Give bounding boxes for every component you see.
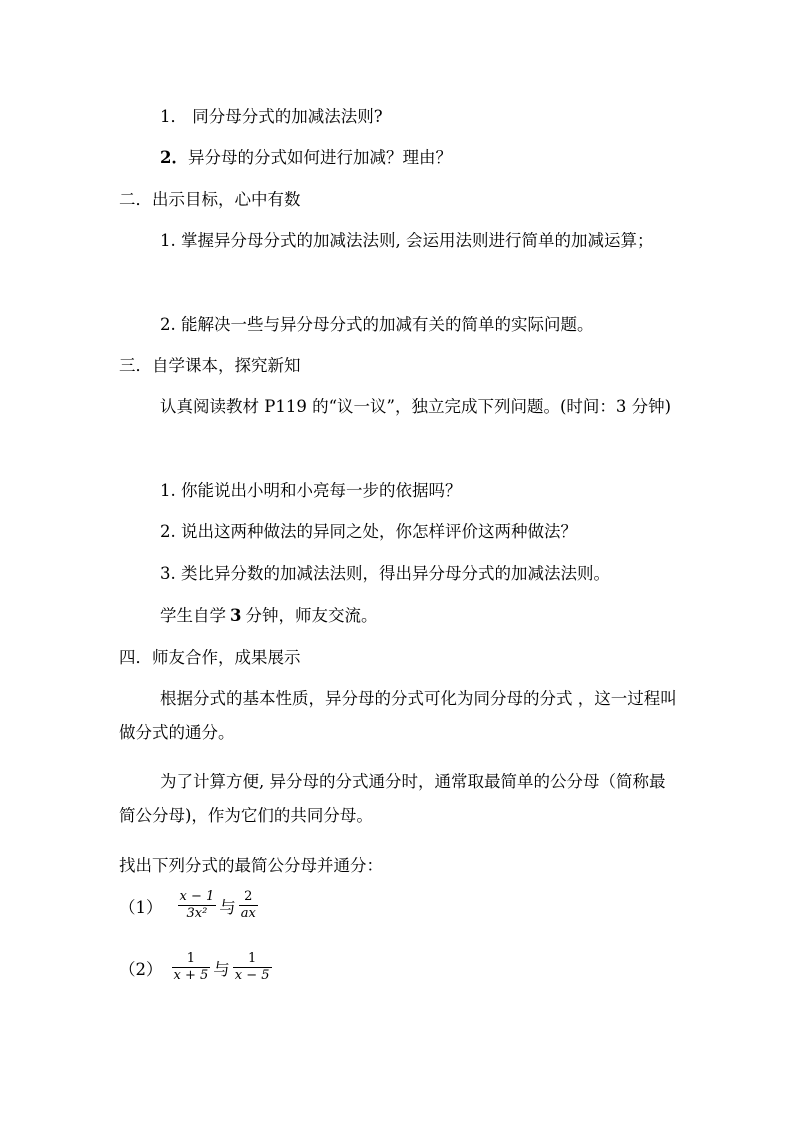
goal-1: 1. 掌握异分母分式的加减法法则, 会运用法则进行简单的加减运算； bbox=[160, 231, 654, 250]
review-question-1: 1． 同分母分式的加减法法则? bbox=[160, 107, 383, 126]
exercise-1-conjunction: 与 bbox=[219, 897, 236, 917]
exercise-1-fraction-b-denominator: ax bbox=[240, 906, 256, 921]
exercise-1-label: （1） bbox=[119, 897, 163, 917]
exercise-2-fraction-b-denominator: x − 5 bbox=[234, 968, 270, 983]
self-study-note bbox=[160, 606, 377, 626]
exercise-1-fraction-a bbox=[178, 889, 217, 922]
review-question-2-text: 异分母的分式如何进行加减？理由？ bbox=[187, 148, 452, 167]
exercise-1-fraction-b bbox=[239, 889, 258, 922]
exercise-2-fraction-b bbox=[233, 951, 272, 984]
goal-2: 2. 能解决一些与异分母分式的加减有关的简单的实际问题。 bbox=[160, 315, 594, 334]
review-question-2 bbox=[160, 148, 452, 168]
exercise-2-label: （2） bbox=[119, 959, 163, 979]
exercise-1-fraction-a-denominator: 3x² bbox=[186, 906, 208, 921]
common-denominator-definition: 根据分式的基本性质，异分母的分式可化为同分母的分式 ，这一过程叫做分式的通分。 bbox=[119, 689, 677, 742]
exercise-2-fraction-b-numerator: 1 bbox=[233, 951, 272, 968]
self-study-question-2: 2. 说出这两种做法的异同之处，你怎样评价这两种做法？ bbox=[160, 522, 577, 541]
exercise-2 bbox=[119, 951, 273, 984]
self-study-question-3: 3. 类比异分数的加减法法则，得出异分母分式的加减法法则。 bbox=[160, 564, 610, 583]
exercise-2-fraction-a-denominator: x + 5 bbox=[173, 968, 209, 983]
exercise-instruction: 找出下列分式的最简公分母并通分： bbox=[119, 856, 383, 875]
lowest-common-denominator-definition: 为了计算方便, 异分母的分式通分时，通常取最简单的公分母（简称最简公分母)，作为它们的共同分母。 bbox=[119, 772, 666, 825]
section-heading-3: 三．自学课本，探究新知 bbox=[119, 356, 301, 375]
exercise-2-conjunction: 与 bbox=[213, 959, 230, 979]
section-heading-4: 四．师友合作，成果展示 bbox=[119, 648, 301, 667]
section-heading-2: 二．出示目标，心中有数 bbox=[119, 190, 301, 209]
self-study-question-1: 1. 你能说出小明和小亮每一步的依据吗？ bbox=[160, 481, 462, 500]
reading-instruction: 认真阅读教材 P119 的“议一议”，独立完成下列问题。(时间：3 分钟) bbox=[160, 397, 672, 416]
exercise-1-fraction-a-numerator: x − 1 bbox=[179, 889, 215, 904]
self-study-note-c: 分钟，师友交流。 bbox=[245, 606, 378, 625]
exercise-1 bbox=[119, 889, 259, 922]
self-study-minutes: 3 bbox=[230, 606, 242, 625]
review-question-2-number: 2． bbox=[160, 148, 188, 167]
exercise-2-fraction-a-numerator: 1 bbox=[172, 951, 211, 968]
exercise-2-fraction-a bbox=[172, 951, 211, 984]
self-study-note-a: 学生自学 bbox=[160, 606, 226, 625]
exercise-1-fraction-b-numerator: 2 bbox=[239, 889, 258, 906]
